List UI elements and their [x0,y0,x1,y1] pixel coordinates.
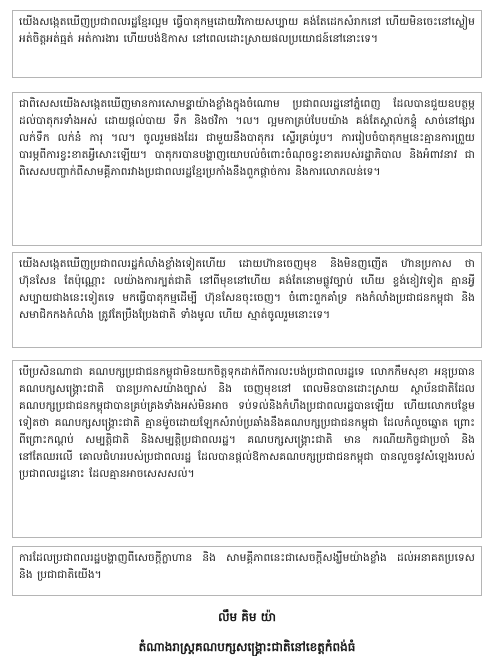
paragraph-2: ជាពិសេសយើងសង្កេតឃើញមានការសោមន្ទ្តាយ៉ាងខ្លាំងក្នុងចំណោម ប្រជាពលរដ្ឋនៅភ្នំពេញ ដែលបានជួយឧបត្ថម្ភដល់បាតុករទាំងអស់ ដោយផ្តល់បាយ ទឹក និងថវិកា ។ល។ ល្អមកាត្រប់បែបយ៉ាង គង់តែស្គាល់កន្ទុំ សាច់នៅផ្សារ លក់ទឹក លក់នំ ការុ ។ល។ ចូលរួមផងដែរ ជាមួយនឹងបាតុករ ស្ទើរគ្រប់រូប។ ការរៀបចំបាតុកម្មនេះគ្មានការព្រួយបារម្ភពីការខ្វះខាតអ្វីសោះឡើយ។ បាតុករបានបង្ហាញយោបល់ចំពោះចំណុចខ្វះខាតរបស់រដ្ឋាភិបាល និងអំពាវនាវ ជាពិសេសបញ្ចាក់ពីសាមគ្គីភាពរវាងប្រជាពលរដ្ឋខ្មែរប្រកាំងនឹងពួកផ្តាច់ការ និងការលោភលន់ទេ។ [12,92,482,246]
paragraph-4: បើប្រសិនណាជា គណបក្សប្រជាជនកម្ពុជាមិនយកចិត្តទុកដាក់ពីការលះបង់ប្រជាពលរដ្ឋទេ លោកកឹមសុខា អនុប្រធានគណបក្សសង្គ្រោះជាតិ បានប្រកាសយ៉ាងច្បាស់ និង ចេញមុខនៅ ពេលមិនបានដោះស្រាយ ស្ថាប័នជាតិដែល គណបក្សប្រជាជនកម្ពុជាបានគ្រប់គ្រងទាំងអស់មិនអាច ទប់ទល់និងកំហឹងប្រជាពលរដ្ឋបានឡើយ ហើយលោកបន្ថែមទៀតថា គណបក្សសង្គ្រោះជាតិ គ្មានម៉ូចដោយឡែកសំរាប់ប្រឆាំងនឹងគណបក្សប្រជាជនកម្ពុជា ដែលកំលួចឆ្នោត ព្រោះពីព្រោះកណ្តប់ សម្បត្តិជាតិ និងសម្បត្តិប្រជាពលរដ្ឋ។ គណបក្សសង្គ្រោះជាតិ មាន ករណីយកិច្ចជាប្រចាំ និងនៅតែឈរលើ គោលជំហររបស់ប្រជាពលរដ្ឋ ដែលបានផ្តល់ឱកាសគណបក្សប្រជាជនកម្ពុជា បានលួចនូវសំឡេងរបស់ប្រជាពលរដ្ឋនោះ ដែលគ្មានអាចសេសសល់។ [12,360,482,538]
signature-name: លឹម គិម យ៉ា [218,610,276,624]
signature-organization: តំណាងរាស្ត្រគណបក្សសង្គ្រោះជាតិនៅខេត្តកំពង់ធំ [138,640,356,654]
paragraph-1: យើងសង្កេតឃើញប្រជាពលរដ្ឋខ្មែរល្អម ធ្វើបាតុកម្មដោយវិកោយសប្បាយ គង់តែដេកសំរាកនៅ ហើយមិនចេះនៅស្ងៀម អត់ចិត្តអត់ធ្មត់ អត់ការងារ ហើយបង់ឱកាស នៅពេលដោះស្រាយផលប្រយោជន៍នៅនោះទេ។ [12,10,482,78]
paragraph-5: ការដែលប្រជាពលរដ្ឋបង្ហាញពីសេចក្តីក្លាហាន និង សាមគ្គីភាពនេះជាសេចក្តីសង្ឃឹមយ៉ាងខ្លាំង ដល់អនាគតប្រទេស និង ប្រជាជាតិយើង។ [12,546,482,596]
paragraph-3: យើងសង្កេតឃើញប្រជាពលរដ្ឋកំលាំងខ្លាំងទៀតហើយ ដោយហ៊ានចេញមុខ និងមិនញញើត ហ៊ានប្រកាស ថា ហ៊ុនសែន តែប៉ុណ្ណោះ លយ៉ាងការក្បត់ជាតិ នៅពីមុខនៅហើយ គង់តែនោមផ្លូវច្បាប់ ហើយ ខ្ទង់ខៀវទៀត គ្មានអ្វីសប្បាយជាងនេះទៀតទេ មកធ្វើបាតុកម្មដើម្បី ហ៊ុនសែនចុះចេញ។ ចំពោះពួកគាំទ្រ កងកំលាំងប្រជាជនកម្ពុជា និង សមាជិកកងកំលាំង ត្រូវតែប្រឹងប្រែងជាតិ ទាំងមូល ហើយ ស្មាត់ចូលរួមនោះទេ។ [12,252,482,348]
